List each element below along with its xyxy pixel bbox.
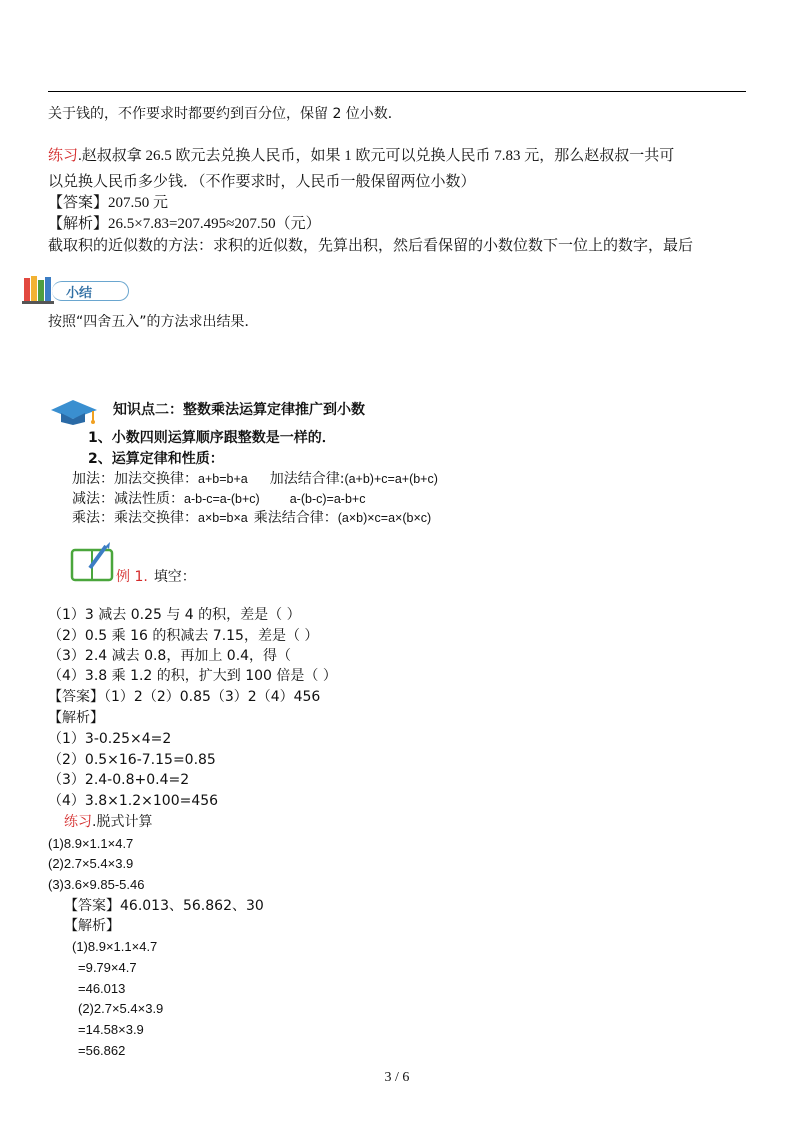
example1-solution-1: （1）3-0.25×4=2 — [48, 731, 172, 747]
summary-text: 按照“四舍五入”的方法求出结果． — [48, 314, 259, 330]
practice2-work-3: =46.013 — [78, 981, 126, 996]
practice1-answer: 【答案】207.50 元 — [48, 195, 169, 211]
practice1-line2: 以兑换人民币多少钱．（不作要求时，人民币一般保留两位小数） — [48, 174, 476, 190]
subtraction-property-2: a-(b-c)=a-b+c — [289, 492, 366, 506]
example1-analysis-label: 【解析】 — [48, 710, 104, 726]
example-tag: 例 1. — [116, 569, 148, 585]
knowledge-title: 知识点二：整数乘法运算定律推广到小数 — [113, 402, 365, 418]
practice2-answer: 【答案】46.013、56.862、30 — [64, 898, 264, 914]
practice2-problem-1: (1)8.9×1.1×4.7 — [48, 836, 134, 851]
practice2-work-2: =9.79×4.7 — [78, 960, 137, 975]
subtraction-property-1: a-b-c=a-(b+c) — [184, 492, 260, 506]
practice1-method: 截取积的近似数的方法：求积的近似数，先算出积，然后看保留的小数位数下一位上的数字，最后 — [48, 238, 694, 254]
practice1-question-start: .赵叔叔拿 26.5 欧元去兑换人民币，如果 1 欧元可以兑换人民币 7.83 元，那么赵叔叔一共可 — [78, 148, 675, 164]
example1-q3: （3）2.4 减去 0.8，再加上 0.4，得（ — [48, 648, 292, 664]
practice2-tag: 练习 — [64, 814, 92, 830]
practice2-work-1: (1)8.9×1.1×4.7 — [72, 939, 158, 954]
example1-q4: （4）3.8 乘 1.2 的积，扩大到 100 倍是（ ） — [48, 668, 337, 684]
practice2-problem-3: (3)3.6×9.85-5.46 — [48, 877, 145, 892]
practice1-line1 — [48, 146, 674, 166]
example1-heading — [116, 567, 196, 587]
example1-solution-3: （3）2.4-0.8+0.4=2 — [48, 772, 190, 788]
example1-answer: 【答案】（1）2（2）0.85（3）2（4）456 — [48, 689, 321, 705]
multiplication-associative: (a×b)×c=a×(b×c) — [337, 511, 432, 525]
practice2-analysis-label: 【解析】 — [64, 918, 120, 934]
summary-label: 小结 — [66, 286, 93, 301]
page-number: 3 / 6 — [384, 1070, 410, 1085]
practice1-analysis: 【解析】26.5×7.83=207.495≈207.50（元） — [48, 216, 321, 232]
practice2-work-6: =56.862 — [78, 1043, 126, 1058]
example1-solution-4: （4）3.8×1.2×100=456 — [48, 793, 219, 809]
practice2-work-5: =14.58×3.9 — [78, 1022, 144, 1037]
example1-title: 填空： — [153, 569, 196, 585]
multiplication-associative-label: 乘法结合律： — [253, 510, 338, 526]
addition-associative-label: 加法结合律: — [269, 471, 345, 487]
multiplication-commutative: a×b=b×a — [198, 511, 248, 525]
practice-tag: 练习 — [48, 148, 79, 164]
addition-commutative: a+b=b+a — [198, 472, 248, 486]
knowledge-item-2: 2、运算定律和性质： — [88, 451, 224, 467]
header-rule — [48, 91, 746, 92]
subtraction-label: 减法：减法性质： — [72, 491, 184, 507]
example1-q2: （2）0.5 乘 16 的积减去 7.15，差是（ ） — [48, 628, 319, 644]
intro-text: 关于钱的，不作要求时都要约到百分位，保留 2 位小数． — [48, 106, 402, 122]
practice2-title: .脱式计算 — [92, 814, 153, 830]
multiplication-rules — [72, 508, 431, 528]
practice2-work-4: (2)2.7×5.4×3.9 — [78, 1001, 164, 1016]
multiplication-label: 乘法：乘法交换律： — [72, 510, 198, 526]
practice2-heading — [64, 812, 152, 832]
notebook-pencil-icon — [70, 540, 118, 584]
example1-q1: （1）3 减去 0.25 与 4 的积，差是（ ） — [48, 607, 301, 623]
subtraction-rules — [72, 489, 365, 509]
books-icon — [22, 274, 56, 304]
example1-solution-2: （2）0.5×16-7.15=0.85 — [48, 752, 216, 768]
addition-rules — [72, 469, 438, 489]
addition-associative: (a+b)+c=a+(b+c) — [344, 472, 438, 486]
addition-label: 加法：加法交换律： — [72, 471, 198, 487]
summary-badge — [22, 272, 122, 304]
graduation-cap-icon — [47, 396, 101, 426]
knowledge-item-1: 1、小数四则运算顺序跟整数是一样的． — [88, 430, 336, 446]
practice2-problem-2: (2)2.7×5.4×3.9 — [48, 856, 134, 871]
